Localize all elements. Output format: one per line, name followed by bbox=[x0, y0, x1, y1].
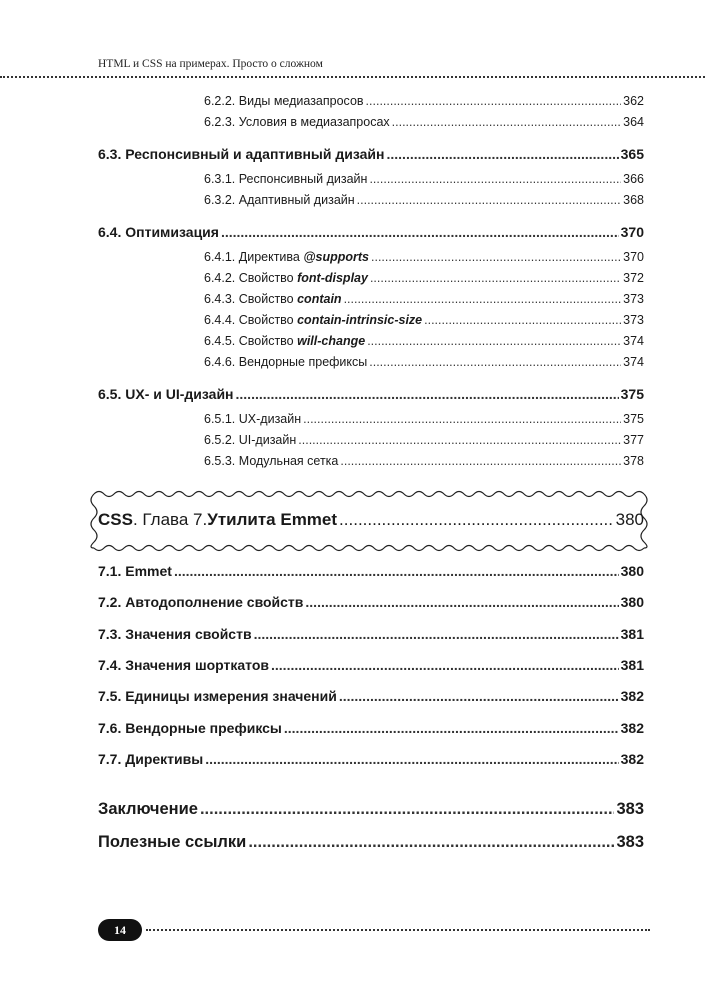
entry-title: UX-дизайн bbox=[238, 412, 302, 426]
entry-page: 374 bbox=[623, 355, 644, 369]
dot-leader bbox=[357, 193, 621, 207]
toc-section-entry[interactable] bbox=[98, 751, 644, 767]
entry-title: 6.3. Респонсивный и адаптивный дизайн bbox=[98, 146, 385, 162]
entry-title: Адаптивный дизайн bbox=[238, 193, 355, 207]
dot-leader bbox=[370, 271, 621, 285]
toc-entry[interactable] bbox=[204, 115, 644, 129]
entry-number: 6.3.1. bbox=[204, 172, 236, 186]
entry-number: 6.4.6. bbox=[204, 355, 236, 369]
entry-page: 373 bbox=[623, 313, 644, 327]
entry-page: 382 bbox=[620, 688, 644, 704]
toc-entry[interactable] bbox=[204, 94, 644, 108]
entry-number: 6.2.3. bbox=[204, 115, 236, 129]
entry-title: UI-дизайн bbox=[238, 433, 297, 447]
entry-title: Модульная сетка bbox=[238, 454, 339, 468]
dot-leader bbox=[236, 386, 619, 402]
entry-title: Полезные ссылки bbox=[98, 833, 247, 851]
dot-leader bbox=[305, 594, 618, 610]
dot-leader bbox=[205, 751, 618, 767]
footer-divider bbox=[146, 929, 650, 931]
chapter-label: . Глава 7. bbox=[132, 510, 208, 529]
dot-leader bbox=[424, 313, 621, 327]
entry-page: 378 bbox=[623, 454, 644, 468]
entry-code-term: font-display bbox=[297, 271, 368, 285]
entry-code-term: @supports bbox=[303, 250, 370, 264]
toc-section-entry[interactable] bbox=[98, 563, 644, 579]
entry-title: 7.7. Директивы bbox=[98, 751, 204, 767]
entry-page: 381 bbox=[620, 657, 644, 673]
toc-section-entry[interactable] bbox=[98, 594, 644, 610]
entry-title: 6.4.5. Свойство bbox=[204, 334, 298, 348]
toc-conclusion-entry[interactable] bbox=[98, 800, 644, 819]
toc-section-entry[interactable] bbox=[98, 626, 644, 642]
entry-page: 364 bbox=[623, 115, 644, 129]
toc-entry[interactable] bbox=[204, 271, 644, 285]
dot-leader bbox=[339, 510, 614, 530]
entry-title: Заключение bbox=[98, 800, 198, 818]
dot-leader bbox=[344, 292, 622, 306]
entry-number: 6.5.2. bbox=[204, 433, 236, 447]
entry-page: 383 bbox=[616, 800, 644, 818]
toc-section-entry[interactable] bbox=[98, 146, 644, 162]
entry-page: 383 bbox=[616, 833, 644, 851]
toc-section-entry[interactable] bbox=[98, 720, 644, 736]
toc-entry[interactable] bbox=[204, 292, 644, 306]
entry-title: 6.5. UX- и UI-дизайн bbox=[98, 386, 234, 402]
entry-title: Респонсивный дизайн bbox=[238, 172, 368, 186]
toc-entry[interactable] bbox=[204, 433, 644, 447]
dot-leader bbox=[339, 688, 619, 704]
toc-section-entry[interactable] bbox=[98, 224, 644, 240]
page-number-badge: 14 bbox=[98, 919, 142, 941]
entry-code-term: will-change bbox=[297, 334, 366, 348]
entry-number: 6.2.2. bbox=[204, 94, 236, 108]
entry-page: 375 bbox=[620, 386, 644, 402]
toc-entry[interactable] bbox=[204, 313, 644, 327]
dot-leader bbox=[367, 334, 621, 348]
dot-leader bbox=[221, 224, 619, 240]
entry-page: 374 bbox=[623, 334, 644, 348]
entry-title: 6.4.4. Свойство bbox=[204, 313, 298, 327]
entry-title: 6.4. Оптимизация bbox=[98, 224, 219, 240]
toc-entry[interactable] bbox=[204, 250, 644, 264]
entry-page: 370 bbox=[623, 250, 644, 264]
entry-page: 380 bbox=[620, 594, 644, 610]
entry-code-term: contain bbox=[297, 292, 342, 306]
dot-leader bbox=[298, 433, 621, 447]
chapter-7-entry[interactable] bbox=[98, 510, 644, 530]
entry-title: 7.6. Вендорные префиксы bbox=[98, 720, 282, 736]
toc-entry[interactable] bbox=[204, 454, 644, 468]
entry-title: Виды медиазапросов bbox=[238, 94, 364, 108]
entry-page: 380 bbox=[620, 563, 644, 579]
entry-title: Условия в медиазапросах bbox=[238, 115, 390, 129]
entry-title: 7.4. Значения шорткатов bbox=[98, 657, 270, 673]
entry-title: 7.3. Значения свойств bbox=[98, 626, 252, 642]
dot-leader bbox=[369, 355, 621, 369]
entry-title: 7.1. Emmet bbox=[98, 563, 172, 579]
chapter-title: Утилита Emmet bbox=[207, 510, 338, 529]
entry-page: 382 bbox=[620, 720, 644, 736]
entry-page: 370 bbox=[620, 224, 644, 240]
entry-number: 6.5.1. bbox=[204, 412, 236, 426]
toc-entry[interactable] bbox=[204, 193, 644, 207]
entry-title: 6.4.3. Свойство bbox=[204, 292, 298, 306]
entry-title: 6.4.2. Свойство bbox=[204, 271, 298, 285]
entry-page: 365 bbox=[620, 146, 644, 162]
dot-leader bbox=[248, 833, 614, 852]
dot-leader bbox=[174, 563, 619, 579]
toc-entry[interactable] bbox=[204, 172, 644, 186]
dot-leader bbox=[284, 720, 619, 736]
entry-page: 362 bbox=[623, 94, 644, 108]
toc-section-entry[interactable] bbox=[98, 386, 644, 402]
dot-leader bbox=[387, 146, 619, 162]
entry-title: 6.4.1. Директива bbox=[204, 250, 304, 264]
dot-leader bbox=[392, 115, 621, 129]
dot-leader bbox=[271, 657, 619, 673]
entry-page: 375 bbox=[623, 412, 644, 426]
running-title: HTML и CSS на примерах. Просто о сложном bbox=[98, 58, 323, 70]
entry-page: 377 bbox=[623, 433, 644, 447]
dot-leader bbox=[254, 626, 619, 642]
toc-section-entry[interactable] bbox=[98, 657, 644, 673]
dot-leader bbox=[200, 800, 615, 819]
entry-page: 373 bbox=[623, 292, 644, 306]
toc-entry[interactable] bbox=[204, 412, 644, 426]
entry-page: 381 bbox=[620, 626, 644, 642]
entry-number: 6.5.3. bbox=[204, 454, 236, 468]
entry-page: 380 bbox=[615, 510, 644, 529]
entry-page: 368 bbox=[623, 193, 644, 207]
chapter-prefix: CSS bbox=[98, 510, 133, 529]
toc-section-entry[interactable] bbox=[98, 688, 644, 704]
entry-page: 372 bbox=[623, 271, 644, 285]
toc-links-entry[interactable] bbox=[98, 833, 644, 852]
dot-leader bbox=[371, 250, 621, 264]
dot-leader bbox=[366, 94, 622, 108]
toc-entry[interactable] bbox=[204, 355, 644, 369]
toc-entry[interactable] bbox=[204, 334, 644, 348]
dot-leader bbox=[303, 412, 621, 426]
dot-leader bbox=[369, 172, 621, 186]
entry-title: 7.2. Автодополнение свойств bbox=[98, 594, 304, 610]
entry-page: 382 bbox=[620, 751, 644, 767]
entry-title: 7.5. Единицы измерения значений bbox=[98, 688, 337, 704]
dot-leader bbox=[340, 454, 621, 468]
entry-title: Вендорные префиксы bbox=[238, 355, 368, 369]
entry-number: 6.3.2. bbox=[204, 193, 236, 207]
entry-page: 366 bbox=[623, 172, 644, 186]
entry-code-term: contain-intrinsic-size bbox=[297, 313, 423, 327]
